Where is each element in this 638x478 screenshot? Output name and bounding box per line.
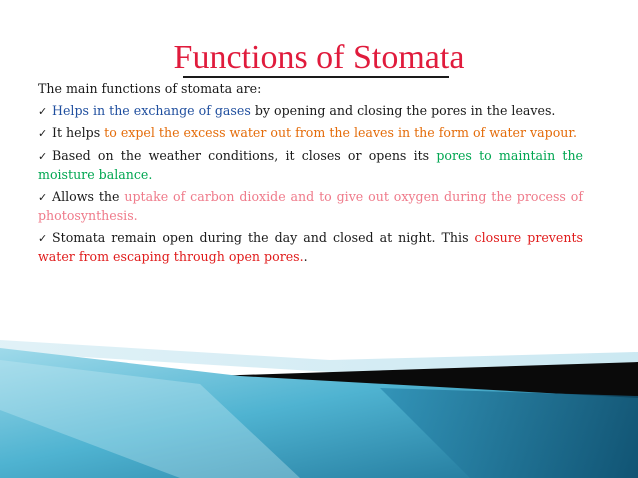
bullet-item — [38, 229, 583, 267]
bullet-segment: . — [303, 249, 308, 264]
checkmark-icon: ✓ — [38, 127, 48, 140]
slide-title: Functions of Stomata — [173, 39, 465, 76]
intro-text: The main functions of stomata are: — [38, 81, 262, 96]
bullet-segment: pores to maintain the moisture balance. — [38, 147, 584, 182]
bullet-segment: Helps in the exchange of gases — [52, 102, 251, 118]
checkmark-icon: ✓ — [38, 190, 48, 204]
checkmark-icon: ✓ — [38, 149, 48, 163]
bullet-item — [38, 124, 583, 144]
bullet-segment: Based on the weather conditions, it closes or opens its — [52, 147, 437, 163]
bullet-segment: closure prevents water from escaping through open pores. — [38, 229, 583, 264]
bullet-segment: It helps — [52, 125, 105, 140]
checkmark-icon: ✓ — [38, 104, 48, 118]
bullet-item — [38, 102, 583, 122]
checkmark-icon: ✓ — [38, 231, 48, 245]
title-underline — [183, 76, 449, 78]
bullet-item — [38, 188, 583, 226]
bullet-segment: Allows the — [52, 188, 125, 204]
bullet-segment: to expel the excess water out from the leaves in the form of water vapour. — [104, 125, 578, 140]
slide-body — [38, 80, 583, 270]
bullet-segment: uptake of carbon dioxide and to give out oxygen during the process of photosynthesis. — [38, 188, 584, 223]
bullet-item — [38, 147, 583, 185]
bullet-segment: by opening and closing the pores in the leaves. — [250, 102, 556, 118]
bullet-segment: Stomata remain open during the day and closed at night. This — [52, 229, 475, 245]
